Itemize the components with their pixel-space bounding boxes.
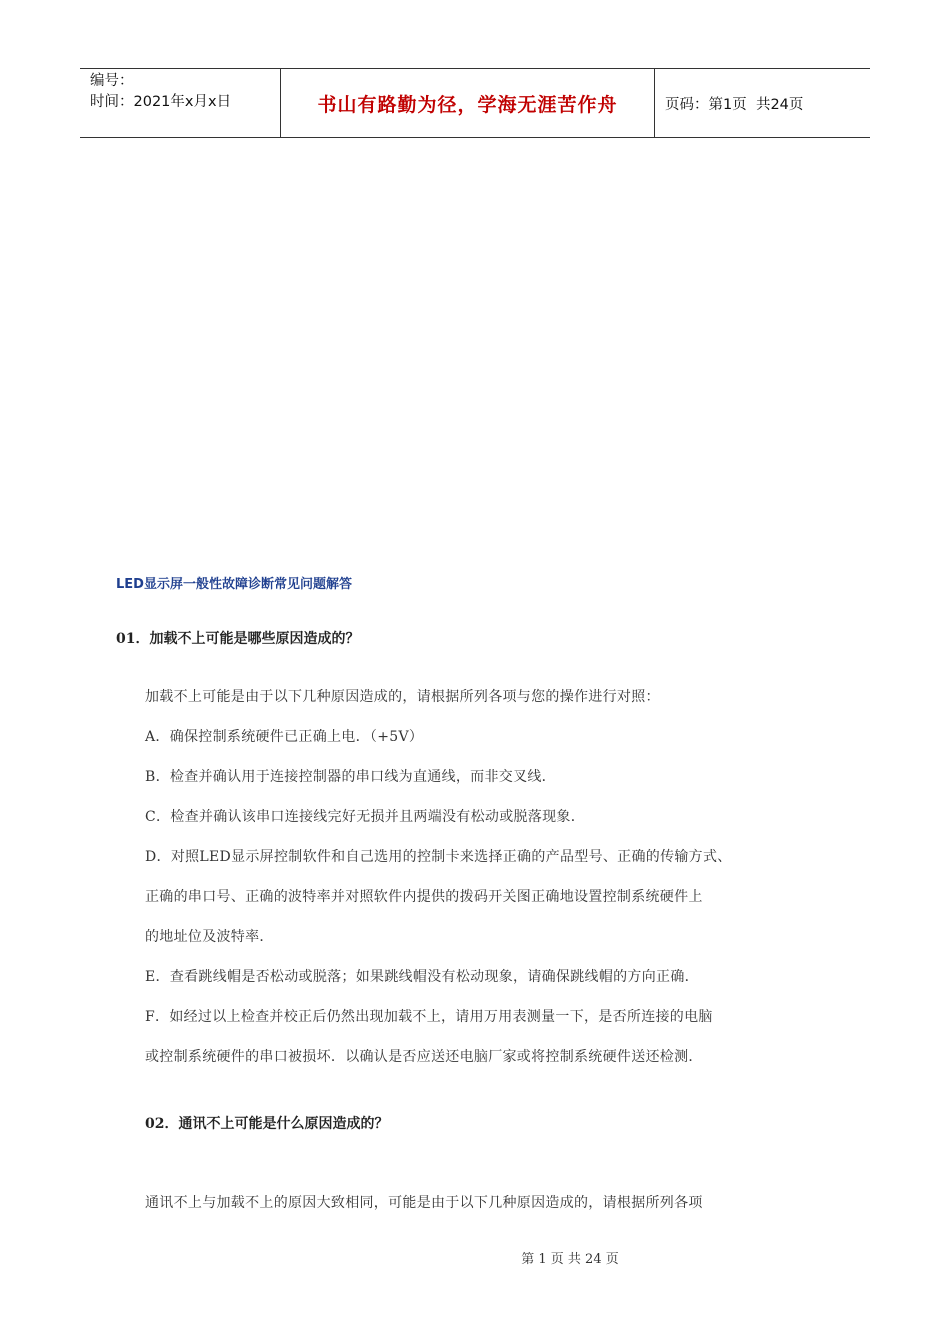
motto-cell bbox=[281, 69, 655, 137]
paragraph-line: A．确保控制系统硬件已正确上电．（+5V） bbox=[145, 729, 424, 745]
paragraph-line: C．检查并确认该串口连接线完好无损并且两端没有松动或脱落现象． bbox=[145, 809, 586, 825]
paragraph-line: 或控制系统硬件的串口被损坏．以确认是否应送还电脑厂家或将控制系统硬件送还检测． bbox=[145, 1049, 703, 1065]
paragraph-line: D．对照LED显示屏控制软件和自己选用的控制卡来选择正确的产品型号、正确的传输方式、 bbox=[145, 849, 732, 865]
question-1-title: 01．加载不上可能是哪些原因造成的？ bbox=[116, 631, 360, 647]
header-info-cell bbox=[80, 69, 281, 137]
time-label: 时间：2021年x月x日 bbox=[90, 94, 232, 110]
paragraph-line: 正确的串口号、正确的波特率并对照软件内提供的拨码开关图正确地设置控制系统硬件上 bbox=[145, 889, 703, 905]
number-label: 编号： bbox=[90, 73, 134, 89]
page-footer: 第 1 页 共 24 页 bbox=[521, 1252, 619, 1267]
document-title: LED显示屏一般性故障诊断常见问题解答 bbox=[116, 577, 352, 592]
question-2-title: 02．通讯不上可能是什么原因造成的？ bbox=[145, 1116, 389, 1132]
paragraph-line: 加载不上可能是由于以下几种原因造成的，请根据所列各项与您的操作进行对照： bbox=[145, 689, 660, 705]
paragraph-line: 通讯不上与加载不上的原因大致相同，可能是由于以下几种原因造成的，请根据所列各项 bbox=[145, 1195, 703, 1211]
paragraph-line: E．查看跳线帽是否松动或脱落；如果跳线帽没有松动现象，请确保跳线帽的方向正确． bbox=[145, 969, 699, 985]
paragraph-line: F．如经过以上检查并校正后仍然出现加载不上，请用万用表测量一下，是否所连接的电脑 bbox=[145, 1009, 713, 1025]
header-table bbox=[80, 68, 870, 138]
page-label: 页码：第1页 共24页 bbox=[665, 96, 804, 113]
motto-text: 书山有路勤为径，学海无涯苦作舟 bbox=[317, 93, 618, 116]
paragraph-line: B．检查并确认用于连接控制器的串口线为直通线，而非交叉线． bbox=[145, 769, 556, 785]
page-number-cell bbox=[655, 69, 870, 137]
paragraph-line: 的地址位及波特率． bbox=[145, 929, 274, 945]
